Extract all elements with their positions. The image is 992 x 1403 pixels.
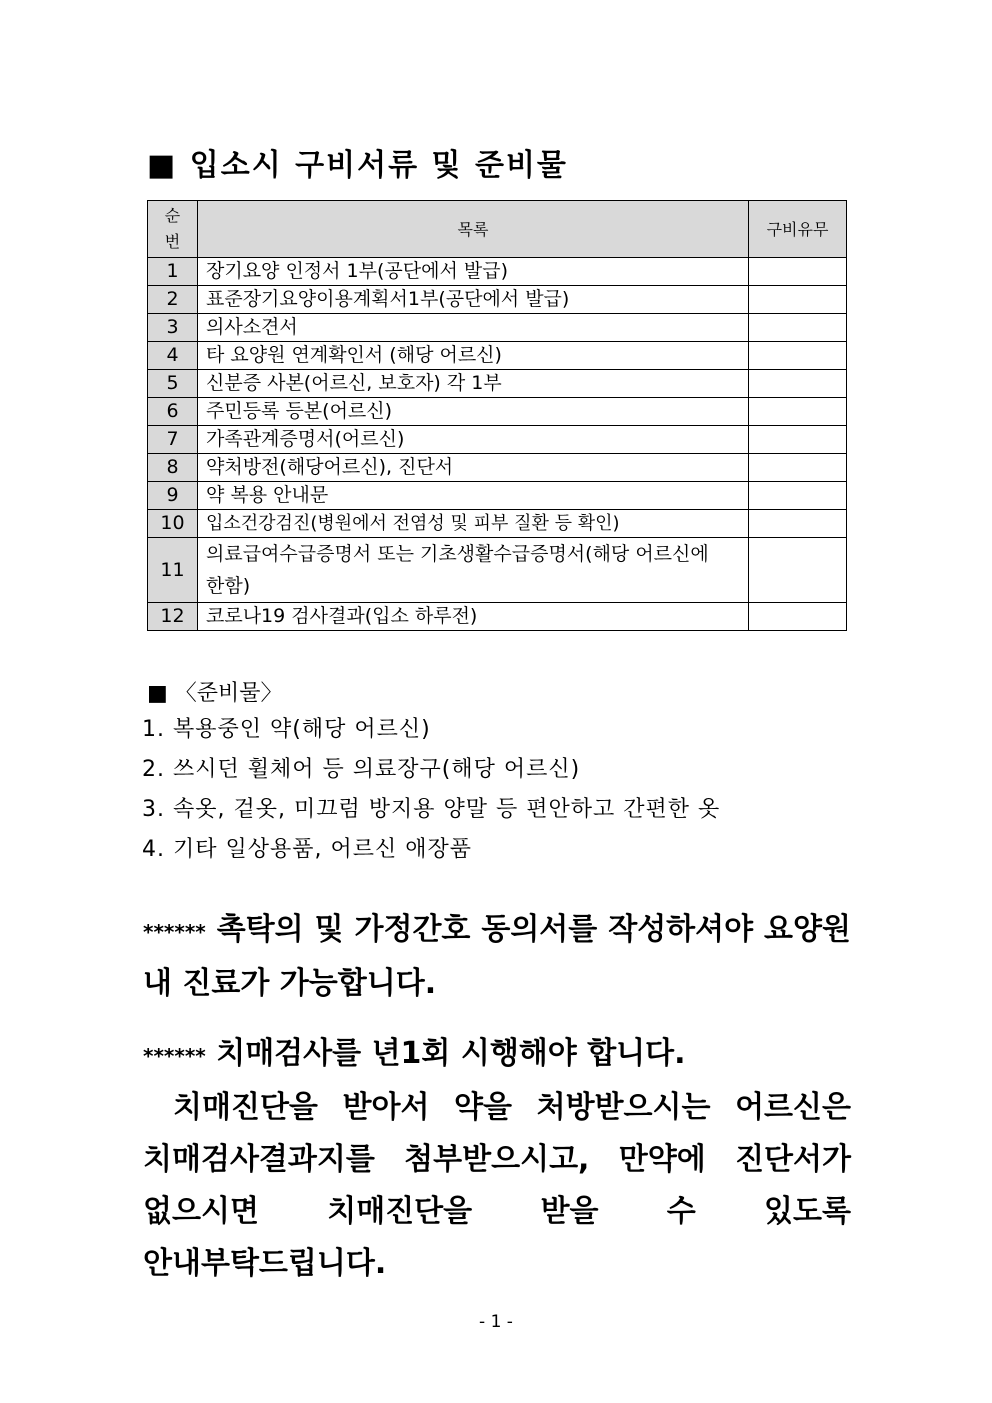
row-no: 2 [148, 286, 198, 314]
row-no: 10 [148, 510, 198, 538]
row-no: 5 [148, 370, 198, 398]
table-row [148, 603, 847, 631]
list-item: 3. 속옷, 겉옷, 미끄럼 방지용 양말 등 편안하고 간편한 옷 [142, 797, 721, 822]
row-check-cell[interactable] [749, 510, 847, 538]
notice-stars: ****** [143, 920, 206, 944]
documents-table-body [148, 258, 847, 631]
table-row [148, 454, 847, 482]
row-check-cell[interactable] [749, 426, 847, 454]
row-item: 주민등록 등본(어르신) [198, 398, 749, 426]
row-no: 11 [148, 538, 198, 603]
row-no: 4 [148, 342, 198, 370]
row-check-cell[interactable] [749, 342, 847, 370]
row-check-cell[interactable] [749, 603, 847, 631]
list-item: 4. 기타 일상용품, 어르신 애장품 [142, 837, 472, 862]
documents-table [147, 200, 847, 631]
row-item: 입소건강검진(병원에서 전염성 및 피부 질환 등 확인) [198, 510, 749, 538]
row-check-cell[interactable] [749, 398, 847, 426]
table-row [148, 286, 847, 314]
row-item: 의료급여수급증명서 또는 기초생활수급증명서(해당 어르신에 한함) [198, 538, 749, 603]
notice-dementia-text: 치매검사를 년1회 시행해야 합니다. [216, 1036, 686, 1071]
notice-dementia-detail: 치매진단을 받아서 약을 처방받으시는 어르신은 치매검사결과지를 첨부받으시고, 만약에 진단서가 없으시면 치매진단을 받을 수 있도록 안내부탁드립니다. [143, 1090, 851, 1281]
row-no: 7 [148, 426, 198, 454]
row-check-cell[interactable] [749, 314, 847, 342]
notice-dementia [143, 1028, 851, 1290]
table-row [148, 538, 847, 603]
row-item: 약 복용 안내문 [198, 482, 749, 510]
table-row [148, 398, 847, 426]
header-no-label: 순 번 [164, 206, 181, 251]
table-row [148, 314, 847, 342]
table-row [148, 482, 847, 510]
row-item: 코로나19 검사결과(입소 하루전) [198, 603, 749, 631]
row-no: 1 [148, 258, 198, 286]
row-item: 가족관계증명서(어르신) [198, 426, 749, 454]
table-row [148, 510, 847, 538]
row-item: 표준장기요양이용계획서1부(공단에서 발급) [198, 286, 749, 314]
row-no: 9 [148, 482, 198, 510]
notice-consent [143, 904, 851, 1010]
preparations-list [142, 710, 720, 870]
row-check-cell[interactable] [749, 370, 847, 398]
row-item: 타 요양원 연계확인서 (해당 어르신) [198, 342, 749, 370]
table-row [148, 426, 847, 454]
row-check-cell[interactable] [749, 286, 847, 314]
row-no: 6 [148, 398, 198, 426]
page-title: ■ 입소시 구비서류 및 준비물 [147, 148, 568, 183]
notice-stars: ****** [143, 1044, 206, 1068]
notice-dementia-line [143, 1028, 851, 1082]
row-no: 8 [148, 454, 198, 482]
row-no: 3 [148, 314, 198, 342]
row-check-cell[interactable] [749, 454, 847, 482]
row-check-cell[interactable] [749, 482, 847, 510]
row-item: 약처방전(해당어르신), 진단서 [198, 454, 749, 482]
table-header-row [148, 201, 847, 258]
list-item: 1. 복용중인 약(해당 어르신) [142, 717, 431, 742]
table-row [148, 342, 847, 370]
row-item: 의사소견서 [198, 314, 749, 342]
row-no: 12 [148, 603, 198, 631]
list-item: 2. 쓰시던 휠체어 등 의료장구(해당 어르신) [142, 757, 581, 782]
row-check-cell[interactable] [749, 538, 847, 603]
row-check-cell[interactable] [749, 258, 847, 286]
preparations-heading: ■ 〈준비물〉 [147, 681, 283, 706]
row-item: 신분증 사본(어르신, 보호자) 각 1부 [198, 370, 749, 398]
notice-consent-text: 촉탁의 및 가정간호 동의서를 작성하셔야 요양원 내 진료가 가능합니다. [143, 912, 851, 1001]
table-row [148, 370, 847, 398]
header-item: 목록 [198, 201, 749, 258]
row-item: 장기요양 인정서 1부(공단에서 발급) [198, 258, 749, 286]
header-no [148, 201, 198, 258]
header-check: 구비유무 [749, 201, 847, 258]
table-row [148, 258, 847, 286]
page-number: - 1 - [479, 1312, 513, 1332]
